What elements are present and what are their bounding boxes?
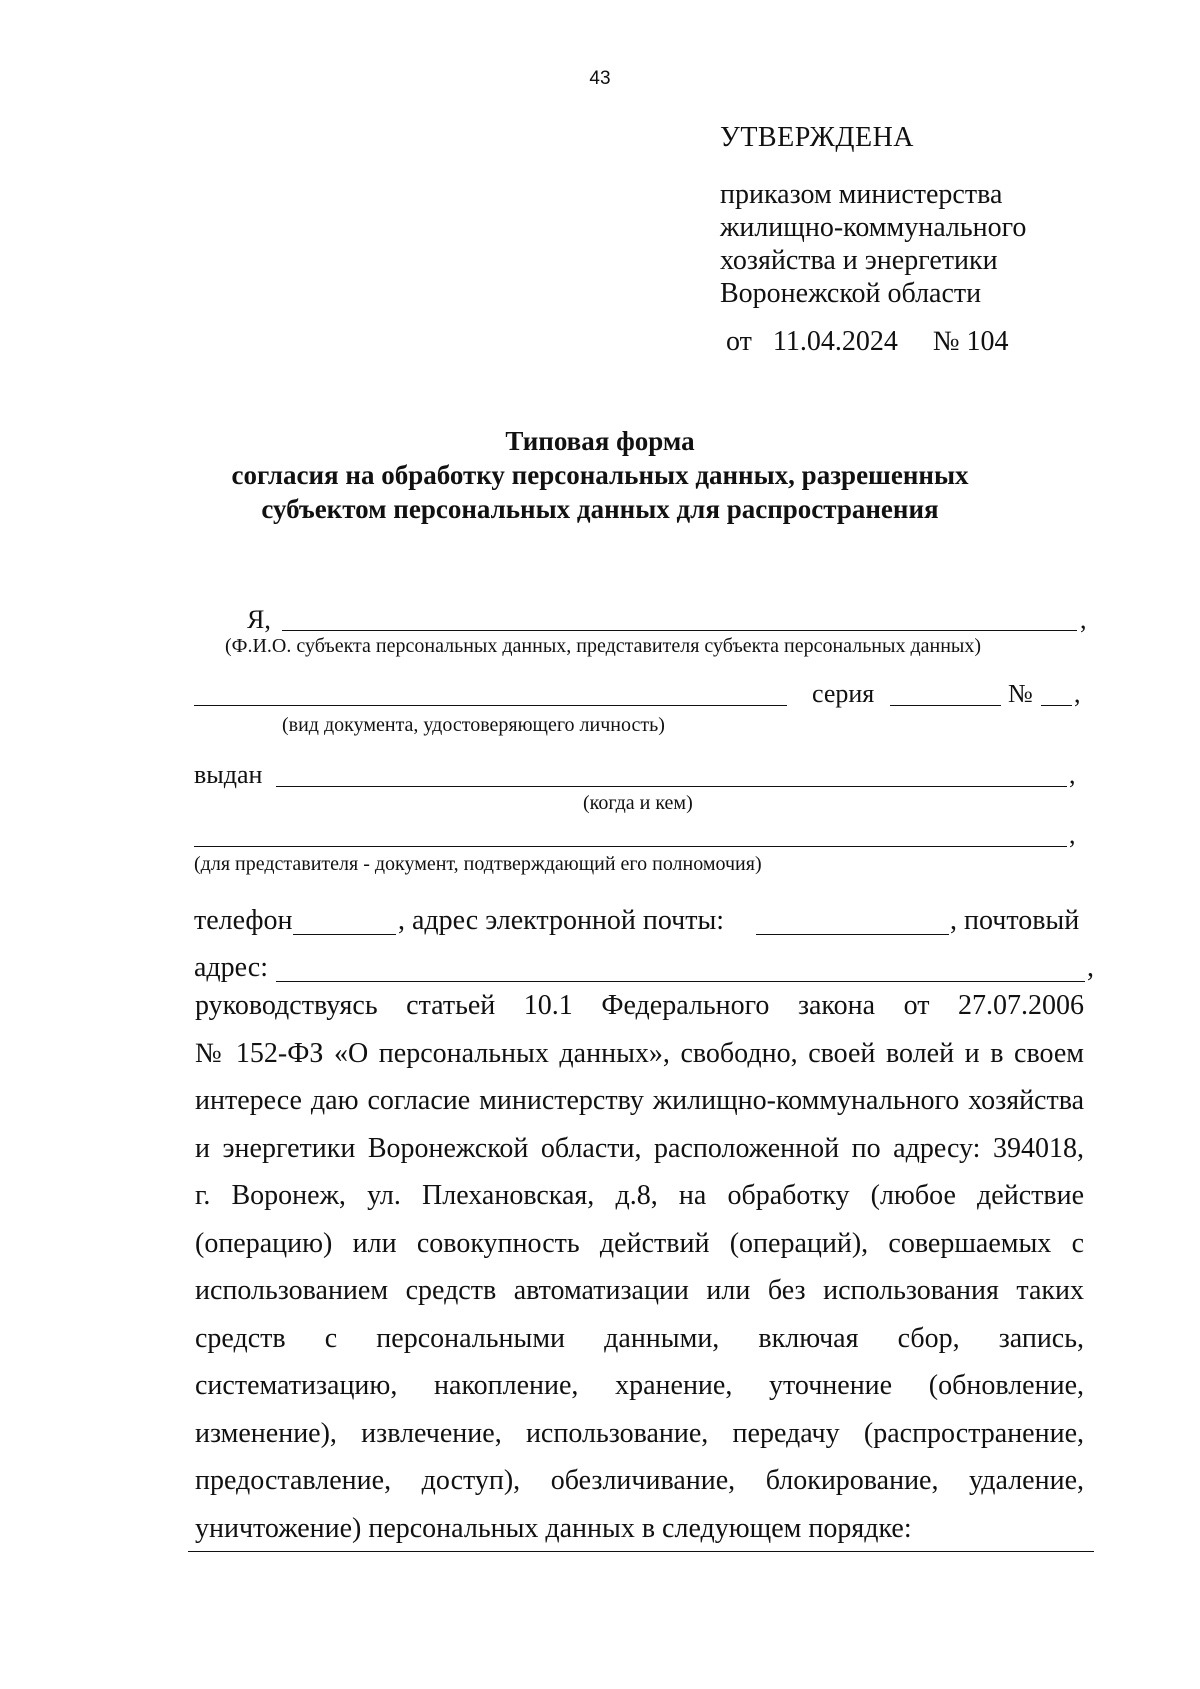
- paragraph-line: и энергетики Воронежской области, расположенной по адресу: 394018,: [195, 1132, 1084, 1164]
- order-number: № 104: [932, 326, 1009, 357]
- title-line: субъектом персональных данных для распространения: [261, 494, 939, 524]
- paragraph-line: уничтожение) персональных данных в следующем порядке:: [195, 1512, 912, 1544]
- consent-paragraph: [195, 982, 1084, 1552]
- approval-line: жилищно-коммунального: [720, 212, 1027, 243]
- series-field[interactable]: [890, 681, 1001, 706]
- rep-comma: ,: [1069, 820, 1076, 849]
- approval-stamp: [720, 118, 1160, 362]
- approval-line: Воронежской области: [720, 278, 982, 309]
- phone-field[interactable]: [293, 907, 396, 935]
- continuation-line[interactable]: [188, 1551, 1094, 1552]
- representative-document-field[interactable]: [194, 822, 1067, 847]
- paragraph-line: предоставление, доступ), обезличивание, блокирование, удаление,: [195, 1465, 1084, 1496]
- fio-field[interactable]: [282, 606, 1077, 631]
- postal-label: , почтовый: [950, 905, 1080, 936]
- document-number-field[interactable]: [1041, 681, 1072, 706]
- page-number: 43: [589, 68, 611, 89]
- approved-label: УТВЕРЖДЕНА: [720, 122, 915, 153]
- paragraph-line: № 152-ФЗ «О персональных данных», свободно, своей волей и в своем: [195, 1037, 1084, 1069]
- email-field[interactable]: [756, 907, 949, 935]
- document-title: [0, 424, 1200, 526]
- number-label: №: [1008, 679, 1033, 708]
- series-label: серия: [812, 679, 875, 708]
- paragraph-line: изменение), извлечение, использование, передачу (распространение,: [195, 1417, 1084, 1449]
- number-comma: ,: [1074, 679, 1081, 708]
- approval-line: приказом министерства: [720, 179, 1003, 210]
- order-date-prefix: от: [726, 326, 752, 357]
- address-label: адрес:: [194, 952, 269, 983]
- issued-field[interactable]: [276, 762, 1067, 787]
- issued-hint: (когда и кем): [583, 792, 693, 814]
- paragraph-line: использованием средств автоматизации или без использования таких: [195, 1275, 1084, 1306]
- approval-order-text: [720, 178, 1160, 310]
- title-line: согласия на обработку персональных данных, разрешенных: [231, 460, 969, 490]
- title-line: Типовая форма: [505, 426, 695, 456]
- paragraph-line: средств с персональными данными, включая сбор, запись,: [195, 1322, 1084, 1354]
- address-comma: ,: [1087, 952, 1094, 983]
- paragraph-line: (операцию) или совокупность действий (операций), совершаемых с: [195, 1227, 1084, 1259]
- doc-hint: (вид документа, удостоверяющего личность): [282, 714, 665, 736]
- i-label: Я,: [247, 605, 271, 634]
- email-label: , адрес электронной почты:: [398, 905, 725, 936]
- phone-label: телефон: [194, 905, 293, 936]
- order-date-line: [720, 322, 1160, 362]
- id-document-field[interactable]: [194, 681, 787, 706]
- fio-comma: ,: [1080, 605, 1087, 634]
- issued-label: выдан: [194, 760, 263, 789]
- order-date: 11.04.2024: [772, 326, 898, 357]
- representative-hint: (для представителя - документ, подтверждающий его полномочия): [194, 853, 762, 875]
- paragraph-line: руководствуясь статьей 10.1 Федерального закона от 27.07.2006: [195, 990, 1084, 1021]
- approval-line: хозяйства и энергетики: [720, 245, 998, 276]
- paragraph-line: г. Воронеж, ул. Плехановская, д.8, на обработку (любое действие: [195, 1180, 1084, 1211]
- postal-address-field[interactable]: [276, 954, 1085, 982]
- paragraph-line: интересе даю согласие министерству жилищно-коммунального хозяйства: [195, 1085, 1084, 1116]
- issued-comma: ,: [1069, 760, 1076, 789]
- paragraph-line: систематизацию, накопление, хранение, уточнение (обновление,: [195, 1370, 1084, 1401]
- fio-hint: (Ф.И.О. субъекта персональных данных, представителя субъекта персональных данных): [225, 635, 982, 657]
